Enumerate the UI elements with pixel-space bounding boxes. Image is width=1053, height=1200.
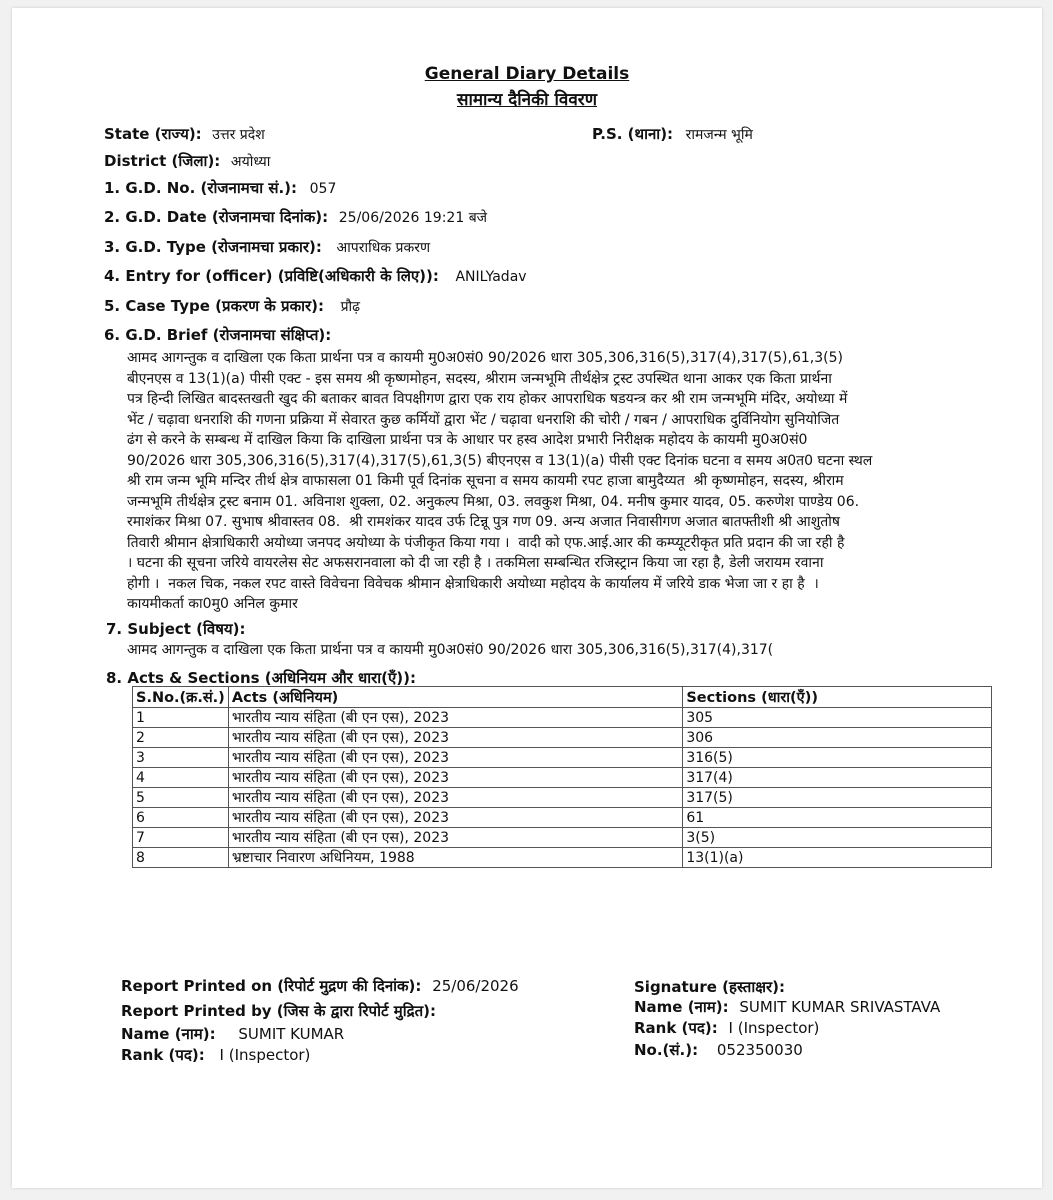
signatory-rank-field [634,1018,819,1038]
district-field [104,151,270,171]
cell-section: 305 [683,708,992,728]
gd-date-label: 2. G.D. Date (रोजनामचा दिनांक): [104,208,329,226]
district-label: District (जिला): [104,152,221,170]
ps-label: P.S. (थाना): [592,125,674,143]
printer-name-field [121,1024,344,1044]
table-row [133,708,992,728]
subject-label: 7. Subject (विषय): [106,620,246,638]
entry-officer-field [104,266,527,286]
printer-name-label: Name (नाम): [121,1025,216,1043]
signatory-number-value: 052350030 [716,1041,803,1059]
printed-on-label: Report Printed on (रिपोर्ट मुद्रण की दिनांक): [121,977,422,995]
signatory-name-label: Name (नाम): [634,998,729,1016]
cell-serial: 8 [133,848,229,868]
cell-act: भारतीय न्याय संहिता (बी एन एस), 2023 [228,828,682,848]
cell-act: भारतीय न्याय संहिता (बी एन एस), 2023 [228,808,682,828]
printed-by-field [121,1001,436,1021]
cell-section: 3(5) [683,828,992,848]
signatory-name-field [634,997,940,1017]
gd-number-value: 057 [309,181,337,197]
signature-label: Signature (हस्ताक्षर): [634,978,785,996]
cell-section: 317(5) [683,788,992,808]
signature-field [634,977,785,997]
signatory-number-label: No.(सं.): [634,1041,699,1059]
table-header-row [133,687,992,708]
cell-serial: 2 [133,728,229,748]
cell-act: भारतीय न्याय संहिता (बी एन एस), 2023 [228,728,682,748]
cell-section: 316(5) [683,748,992,768]
state-field [104,124,265,144]
table-row [133,808,992,828]
signatory-name-value: SUMIT KUMAR SRIVASTAVA [739,998,941,1016]
acts-sections-table [132,686,992,868]
signatory-rank-label: Rank (पद): [634,1019,718,1037]
case-type-field [104,296,360,316]
cell-act: भारतीय न्याय संहिता (बी एन एस), 2023 [228,748,682,768]
printed-on-field [121,976,519,996]
document-title-hindi: सामान्य दैनिकी विवरण [456,90,598,110]
column-header-acts: Acts (अधिनियम) [228,687,682,708]
column-header-sections: Sections (धारा(एँ)) [683,687,992,708]
cell-section: 306 [683,728,992,748]
district-value: अयोध्या [230,154,271,170]
gd-brief-label: 6. G.D. Brief (रोजनामचा संक्षिप्त): [104,326,332,344]
signatory-rank-value: I (Inspector) [728,1019,820,1037]
cell-serial: 6 [133,808,229,828]
case-type-label: 5. Case Type (प्रकरण के प्रकार): [104,297,324,315]
cell-serial: 1 [133,708,229,728]
cell-act: भ्रष्टाचार निवारण अधिनियम, 1988 [228,848,682,868]
cell-act: भारतीय न्याय संहिता (बी एन एस), 2023 [228,708,682,728]
cell-serial: 3 [133,748,229,768]
table-row [133,848,992,868]
cell-section: 61 [683,808,992,828]
gd-date-value: 25/06/2026 19:21 बजे [338,210,488,226]
subject-heading [106,619,245,639]
cell-section: 13(1)(a) [683,848,992,868]
gd-date-field [104,207,487,227]
document-title: General Diary Details [424,64,630,84]
state-value: उत्तर प्रदेश [212,127,265,143]
printer-rank-field [121,1045,310,1065]
table-row [133,768,992,788]
table-row [133,748,992,768]
cell-section: 317(4) [683,768,992,788]
document-page [12,8,1042,1188]
gd-number-label: 1. G.D. No. (रोजनामचा सं.): [104,179,298,197]
column-header-serial: S.No.(क्र.सं.) [133,687,229,708]
cell-act: भारतीय न्याय संहिता (बी एन एस), 2023 [228,768,682,788]
gd-type-field [104,237,430,257]
signatory-number-field [634,1040,803,1060]
ps-value: रामजन्म भूमि [685,127,753,143]
entry-officer-label: 4. Entry for (officer) (प्रविष्टि(अधिकारी के लिए)): [104,267,439,285]
gd-brief-heading [104,325,331,345]
cell-act: भारतीय न्याय संहिता (बी एन एस), 2023 [228,788,682,808]
table-row [133,728,992,748]
table-row [133,828,992,848]
entry-officer-value: ANILYadav [455,269,527,285]
police-station-field [592,124,753,144]
gd-type-label: 3. G.D. Type (रोजनामचा प्रकार): [104,238,322,256]
table-row [133,788,992,808]
gd-type-value: आपराधिक प्रकरण [336,240,431,256]
printed-on-value: 25/06/2026 [432,977,519,995]
acts-label: 8. Acts & Sections (अधिनियम और धारा(एँ)): [106,669,417,687]
state-label: State (राज्य): [104,125,202,143]
gd-brief-text: आमद आगन्तुक व दाखिला एक किता प्रार्थना पत्र व कायमी मु0अ0सं0 90/2026 धारा 305,306,316(5),317(4),317(5),61,3(5) बीएनएस व 13(1)(a) पीसी एक्ट - इस समय श्री कृष्णमोहन, सदस्य, श्रीराम जन्मभूमि तीर्थक्षेत्र ट्रस्ट उपस्थित थाना आकर एक किता प्रार्थना पत्र हिन्दी लिखित बादस्तखती खुद की बताकर बावत विपक्षीगण द्वारा एक राय होकर आपराधिक षडयन्त्र कर श्री राम जन्मभूमि मंदिर, अयोध्या में भेंट / चढ़ावा धनराशि की गणना प्रक्रिया में सेवारत कुछ कर्मियों द्वारा भेंट / चढ़ावा धनराशि की चोरी / गबन / आपराधिक दुर्विनियोग सुनियोजित ढंग से करने के सम्बन्ध में दाखिल किया कि दाखिला प्रार्थना पत्र के आधार पर हस्व आदेश प्रभारी निरीक्षक महोदय के कायमी मु0अ0सं0 90/2026 धारा 305,306,316(5),317(4),317(5),61,3(5) बीएनएस व 13(1)(a) पीसी एक्ट दिनांक घटना व समय अ0त0 घटना स्थल श्री राम जन्म भूमि मन्दिर तीर्थ क्षेत्र वाफासला 01 किमी पूर्व दिनांक सूचना व समय कायमी रपट हाजा बामुदैय्यत श्री कृष्णमोहन, सदस्य, श्रीराम जन्मभूमि तीर्थक्षेत्र ट्रस्ट बनाम 01. अविनाश शुक्ला, 02. अनुकल्प मिश्रा, 03. लवकुश मिश्रा, 04. मनीष कुमार यादव, 05. करुणेश पाण्डेय 06. रमाशंकर मिश्रा 07. सुभाष श्रीवास्तव 08. श्री रामशंकर यादव उर्फ टिन्नू पुत्र गण 09. अन्य अजात निवासीगण अजात बातफ्तीशी श्री आशुतोष तिवारी श्रीमान क्षेत्राधिकारी अयोध्या जनपद अयोध्या के पंजीकृत किया गया । वादी को एफ.आई.आर की कम्प्यूटरीकृत प्रति प्रदान की जा रही है । घटना की सूचना जरिये वायरलेस सेट अफसरानवाला को दी जा रही है । तकमिला सम्बन्धित रजिस्ट्रान किया जा रहा है, डेली जरायम रवाना होगी । नकल चिक, नकल रपट वास्ते विवेचना विवेचक श्रीमान क्षेत्राधिकारी अयोध्या महोदय के कार्यालय में जरिये डाक भेजा जा र हा है । कायमीकर्ता का0मु0 अनिल कुमार [127,350,873,612]
cell-serial: 4 [133,768,229,788]
case-type-value: प्रौढ़ [340,299,361,315]
cell-serial: 5 [133,788,229,808]
cell-serial: 7 [133,828,229,848]
subject-text: आमद आगन्तुक व दाखिला एक किता प्रार्थना पत्र व कायमी मु0अ0सं0 90/2026 धारा 305,306,316(5),317(4),317( [127,642,774,658]
printer-rank-label: Rank (पद): [121,1046,205,1064]
printer-rank-value: I (Inspector) [219,1046,311,1064]
gd-number-field [104,178,336,198]
printed-by-label: Report Printed by (जिस के द्वारा रिपोर्ट मुद्रित): [121,1002,436,1020]
acts-heading [106,668,416,688]
printer-name-value: SUMIT KUMAR [238,1025,345,1043]
